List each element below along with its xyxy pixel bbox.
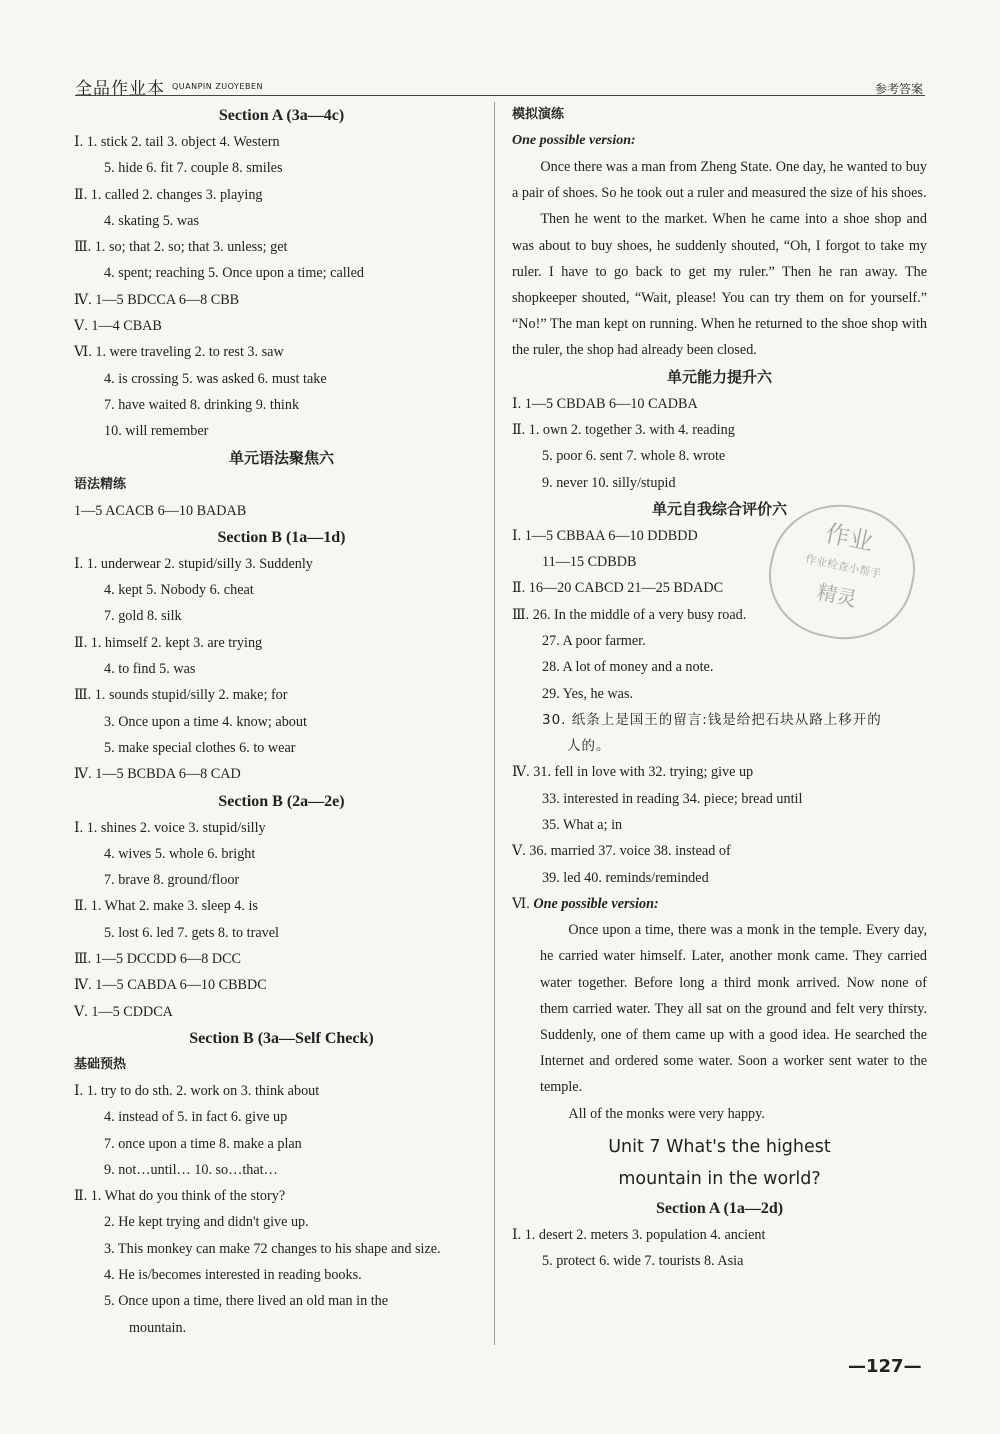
answer-line: Ⅴ. 1—4 CBAB [74, 318, 162, 335]
column-divider [494, 102, 495, 1345]
answer-line: Ⅲ. 1. so; that 2. so; that 3. unless; get [74, 239, 288, 256]
answer-line: 9. never 10. silly/stupid [542, 474, 676, 491]
unit-title: Unit 7 What's the highest [608, 1136, 831, 1157]
answer-line: Ⅴ. 36. married 37. voice 38. instead of [512, 843, 731, 860]
answer-line: Ⅰ. 1—5 CBBAA 6—10 DDBDD [512, 527, 698, 544]
answer-line: Ⅳ. 1—5 CABDA 6—10 CBBDC [74, 977, 267, 994]
answer-line: Ⅲ. 1. sounds stupid/silly 2. make; for [74, 687, 288, 704]
answer-line: 9. not…until… 10. so…that… [104, 1161, 278, 1178]
answer-line: 29. Yes, he was. [542, 685, 634, 702]
stamp-text: 作业 [822, 519, 876, 557]
left-column [74, 102, 489, 1341]
answer-line: 5. Once upon a time, there lived an old man in the [104, 1293, 389, 1310]
section-title: 单元能力提升六 [666, 367, 772, 386]
essay-paragraph: All of the monks were very happy. [568, 1105, 765, 1122]
right-column [512, 102, 927, 1274]
answer-line: Ⅱ. 1. What 2. make 3. sleep 4. is [74, 898, 258, 915]
answer-line: 35. What a; in [542, 817, 623, 834]
answer-line: 4. to find 5. was [104, 661, 196, 678]
section-title: Section B (1a—1d) [217, 528, 346, 546]
answer-line: 3. Once upon a time 4. know; about [104, 713, 307, 730]
answer-line [512, 891, 927, 917]
stamp-text: 作业检查小帮手 [804, 552, 883, 581]
answer-line: 27. A poor farmer. [542, 633, 646, 649]
essay-paragraph: Once there was a man from Zheng State. One day, he wanted to buy a pair of shoes. So he took out a ruler and measured the size of his shoes. [512, 159, 927, 202]
stamp-text: 精灵 [814, 579, 860, 612]
answer-line: 39. led 40. reminds/reminded [542, 869, 709, 886]
answer-line: 30. 纸条上是国王的留言:钱是给把石块从路上移开的 [542, 711, 882, 728]
answer-line: 4. He is/becomes interested in reading books. [104, 1266, 362, 1283]
section-title: Section B (2a—2e) [218, 792, 345, 810]
essay-paragraph: Once upon a time, there was a monk in the temple. Every day, he carried water himself. Later, another monk came. They carried water together. Before long a third monk arrived. Now none of them carried water. They all sat on the ground and felt very thirsty. Suddenly, one of them came up with a good idea. He searched the Internet and ordered some water. Soon a worker sent water to the temple. [540, 922, 927, 1096]
subsection-label: 基础预热 [74, 1056, 127, 1072]
answer-line: 11—15 CDBDB [542, 554, 637, 571]
answer-line: 3. This monkey can make 72 changes to his shape and size. [104, 1240, 441, 1257]
answer-line: Ⅱ. 16—20 CABCD 21—25 BDADC [512, 580, 724, 597]
answer-line: Ⅰ. 1. try to do sth. 2. work on 3. think about [74, 1082, 320, 1099]
answer-line: 2. He kept trying and didn't give up. [104, 1214, 309, 1231]
answer-line: 4. is crossing 5. was asked 6. must take [104, 370, 327, 387]
header-brand: 全品作业本 [75, 79, 165, 99]
answer-line: 5. protect 6. wide 7. tourists 8. Asia [542, 1253, 744, 1270]
answer-line: 1—5 ACACB 6—10 BADAB [74, 502, 247, 519]
answer-line: 28. A lot of money and a note. [542, 659, 714, 676]
answer-line: Ⅱ. 1. himself 2. kept 3. are trying [74, 634, 263, 651]
essay-paragraph: Then he went to the market. When he came into a shoe shop and was about to buy shoes, he suddenly shouted, “Oh, I forgot to take my ruler. I have to go back to get my ruler.” Then he ran away. The shopkeeper shouted, “Wait, please! You can try them on for yourself.” “No!” The man kept on running. When he returned to the shoe shop with the ruler, the shop had already been closed. [512, 211, 927, 359]
header-section-title: 参考答案 [874, 82, 923, 96]
answer-line: Ⅴ. 1—5 CDDCA [74, 1003, 173, 1020]
answer-line: 5. hide 6. fit 7. couple 8. smiles [104, 160, 283, 177]
essay-paragraphs [512, 917, 927, 1127]
answer-line: Ⅰ. 1. desert 2. meters 3. population 4. ancient [512, 1226, 766, 1243]
unit-title: mountain in the world? [618, 1168, 821, 1189]
answer-line: Ⅰ. 1. stick 2. tail 3. object 4. Western [74, 134, 280, 150]
answer-line: Ⅰ. 1. underwear 2. stupid/silly 3. Suddenly [74, 555, 313, 572]
answer-line: Ⅳ. 1—5 BDCCA 6—8 CBB [74, 291, 240, 308]
header-pinyin: QUANPIN ZUOYEBEN [172, 82, 263, 91]
answer-line: Ⅲ. 26. In the middle of a very busy road. [512, 606, 747, 623]
answer-line: 4. skating 5. was [104, 212, 199, 229]
answer-line: 7. once upon a time 8. make a plan [104, 1135, 302, 1152]
answer-line: Ⅰ. 1—5 CBDAB 6—10 CADBA [512, 395, 698, 412]
section-title: 单元自我综合评价六 [651, 499, 787, 518]
answer-line: Ⅳ. 1—5 BCBDA 6—8 CAD [74, 766, 241, 783]
section-title: Section A (1a—2d) [655, 1199, 784, 1217]
answer-line: Ⅱ. 1. own 2. together 3. with 4. reading [512, 421, 735, 438]
subsection-label: 模拟演练 [512, 107, 565, 122]
header-rule [75, 95, 925, 96]
section-title: 单元语法聚焦六 [228, 448, 334, 467]
section-title: Section B (3a—Self Check) [189, 1029, 374, 1047]
answer-line: 4. kept 5. Nobody 6. cheat [104, 582, 254, 599]
answer-line: 5. make special clothes 6. to wear [104, 739, 296, 756]
answer-line: Ⅳ. 31. fell in love with 32. trying; give up [512, 764, 754, 781]
answer-line: Ⅱ. 1. What do you think of the story? [74, 1188, 286, 1205]
answer-line: 5. poor 6. sent 7. whole 8. wrote [542, 448, 726, 465]
answer-line: Ⅱ. 1. called 2. changes 3. playing [74, 186, 263, 203]
answer-line: 人的。 [567, 738, 611, 755]
answer-line: Ⅵ. 1. were traveling 2. to rest 3. saw [74, 344, 284, 361]
answer-line: 10. will remember [104, 423, 209, 440]
answer-line: 7. gold 8. silk [104, 608, 182, 625]
answer-line: 4. instead of 5. in fact 6. give up [104, 1109, 288, 1126]
answer-line: 4. wives 5. whole 6. bright [104, 845, 256, 862]
answer-line: 5. lost 6. led 7. gets 8. to travel [104, 924, 279, 941]
answer-line: mountain. [129, 1319, 187, 1336]
version-label: One possible version: [533, 895, 659, 912]
answer-line: Ⅰ. 1. shines 2. voice 3. stupid/silly [74, 819, 266, 836]
essay-paragraphs [512, 154, 927, 364]
answer-line: 7. brave 8. ground/floor [104, 872, 240, 889]
page-number: —127— [848, 1356, 922, 1377]
answer-line: Ⅲ. 1—5 DCCDD 6—8 DCC [74, 951, 242, 968]
section-title: Section A (3a—4c) [218, 107, 345, 124]
answer-line: 33. interested in reading 34. piece; bread until [542, 790, 803, 807]
subsection-label: 语法精练 [74, 476, 127, 492]
answer-line: 7. have waited 8. drinking 9. think [104, 396, 300, 413]
answer-line: 4. spent; reaching 5. Once upon a time; called [104, 265, 365, 282]
item-number: Ⅵ. [512, 895, 530, 912]
version-label: One possible version: [512, 133, 636, 148]
